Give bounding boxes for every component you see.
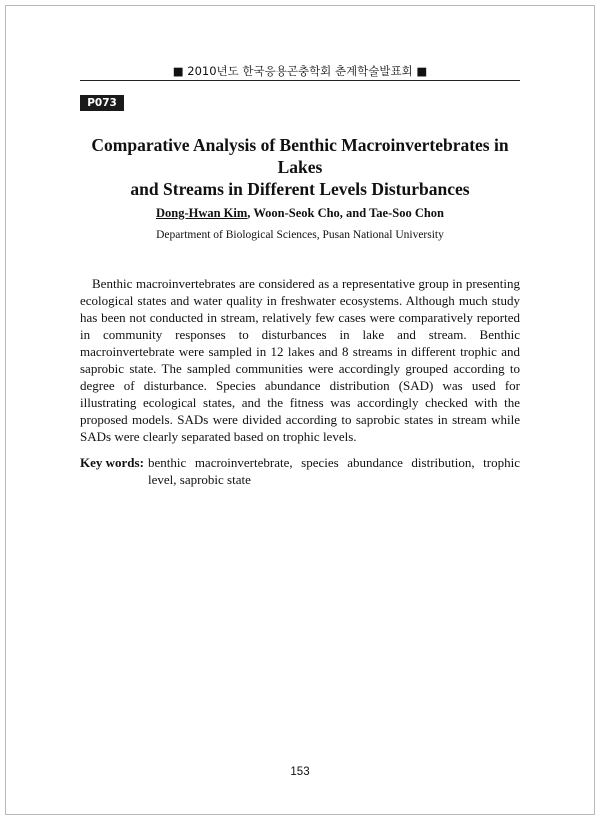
co-authors: , Woon-Seok Cho, and Tae-Soo Chon xyxy=(247,206,445,220)
keywords-label: Key words: xyxy=(80,455,144,470)
title-line-2: and Streams in Different Levels Disturbances xyxy=(130,179,470,199)
abstract-body: Benthic macroinvertebrates are considered as a representative group in presenting ecological states and water quality in freshwater ecosystems. Although much study has been not conducted in stream, relatively few cases were comparatively reported in community responses to disturbances in lake and stream. Benthic macroinvertebrate were sampled in 12 lakes and 8 streams in different trophic and saprobic state. The sampled communities were accordingly grouped according to degree of disturbance. Species abundance distribution (SAD) was used for illustrating ecological states, and the fitness was accordingly checked with the proposed models. SADs were divided according to saprobic states in stream while SADs were clearly separated based on trophic levels. xyxy=(80,276,520,444)
keywords-section xyxy=(80,454,520,488)
affiliation: Department of Biological Sciences, Pusan National University xyxy=(156,229,444,241)
keywords-text: benthic macroinvertebrate, species abundance distribution, trophic level, saprobic state xyxy=(148,455,520,487)
author-list xyxy=(80,206,520,221)
header-divider xyxy=(80,80,520,81)
paper-title xyxy=(80,134,520,200)
presenting-author: Dong-Hwan Kim xyxy=(155,206,248,220)
conference-header: ■ 2010년도 한국응용곤충학회 춘계학술발표회 ■ xyxy=(172,64,428,78)
page-number: 153 xyxy=(290,766,310,778)
title-line-1: Comparative Analysis of Benthic Macroinvertebrates in Lakes xyxy=(91,135,509,177)
poster-code-badge: P073 xyxy=(80,95,124,111)
